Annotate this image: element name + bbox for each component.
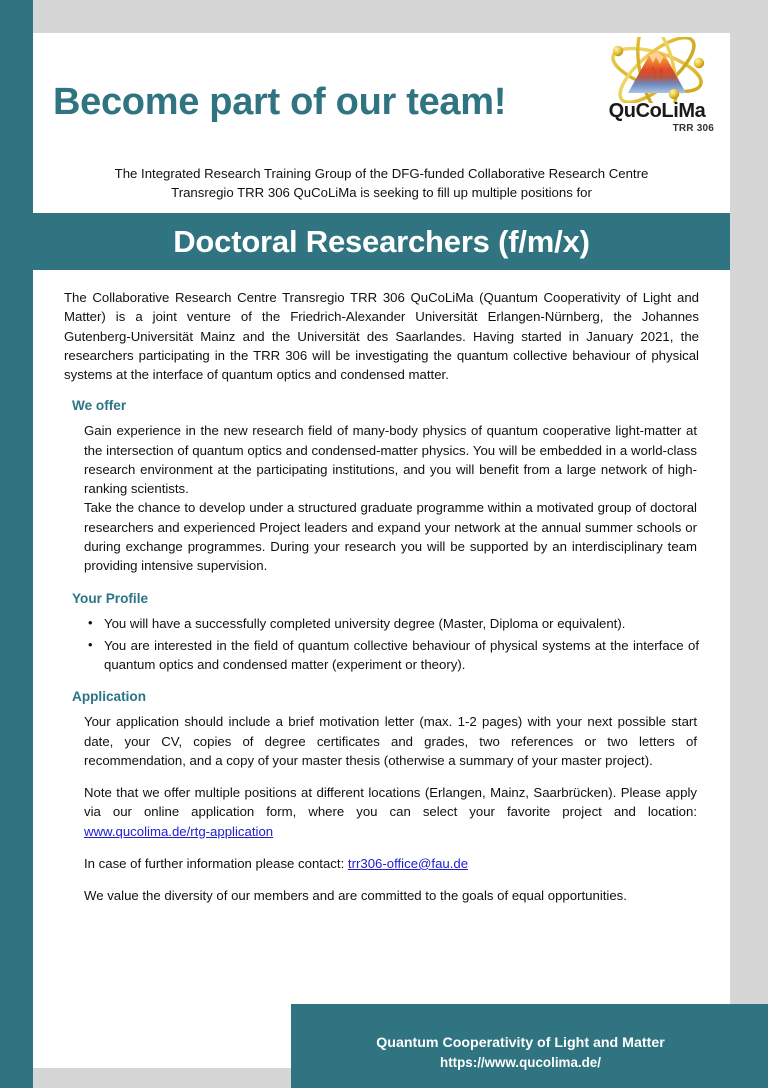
we-offer-paragraph-2: Take the chance to develop under a structured graduate programme within a motivated group of doctoral researchers and experienced Project leaders and expand your network at the annual summer schools or during exchange programmes. During your research you will be supported by an interdisciplinary team providing intensive supervision. [84,500,697,574]
intro-line-1: The Integrated Research Training Group of the DFG-funded Collaborative Research Centre [114,166,649,181]
application-paragraph-3 [84,854,697,873]
application-paragraph-2-text: Note that we offer multiple positions at different locations (Erlangen, Mainz, Saarbrücken). Please apply via our online application form, where you can select your favorite project and location: [84,785,697,820]
intro-line-2: Transregio TRR 306 QuCoLiMa is seeking to fill up multiple positions for [171,184,592,200]
section-heading-application: Application [72,689,147,705]
section-we-offer [64,398,699,575]
left-accent-band [0,0,33,1088]
section-application [64,689,699,905]
section-heading-we-offer: We offer [72,398,127,414]
logo-subtitle: TRR 306 [672,123,714,134]
section-body-we-offer [84,421,697,575]
logo-wordmark: QuCoLiMa [608,100,706,122]
header-section [33,33,730,213]
list-item: • You will have a successfully completed university degree (Master, Diploma or equivalent). [104,614,699,633]
footer-website-url[interactable]: https://www.qucolima.de/ [440,1054,601,1070]
footer-section [291,1004,768,1088]
contact-email-link[interactable]: trr306-office@fau.de [347,855,469,871]
contact-paragraph-text: In case of further information please contact: [84,855,348,871]
body-section [33,270,730,1068]
footer-project-name: Quantum Cooperativity of Light and Matter [376,1035,665,1052]
qucolima-atom-volcano-logo [604,37,710,103]
logo-block [598,37,716,134]
page-title: Become part of our team! [53,81,507,123]
job-title: Doctoral Researchers (f/m/x) [173,223,590,259]
section-your-profile [64,591,699,674]
list-item: • You are interested in the field of quantum collective behaviour of physical systems at the interface of quantum optics and condensed matter (experiment or theory). [104,636,699,675]
section-heading-your-profile: Your Profile [72,591,149,607]
profile-bullet-list [84,614,699,674]
job-title-banner [33,213,730,270]
application-paragraph-1: Your application should include a brief motivation letter (max. 1-2 pages) with your next possible start date, your CV, copies of degree certificates and grades, two references or two letters of recommendation, and a copy of your master thesis (otherwise a summary of your master project). [84,714,697,768]
application-paragraph-2 [84,783,697,841]
application-form-link[interactable]: www.qucolima.de/rtg-application [84,823,274,839]
lead-paragraph: The Collaborative Research Centre Transregio TRR 306 QuCoLiMa (Quantum Cooperativity of Light and Matter) is a joint venture of the Friedrich-Alexander Universität Erlangen-Nürnberg, the Johannes Gutenberg-Universität Mainz and the Universität des Saarlandes. Having started in January 2021, the researchers participating in the TRR 306 will be investigating the quantum collective behaviour of physical systems at the interface of quantum optics and condensed matter. [64,290,699,383]
intro-text [33,165,730,202]
equal-opportunities-paragraph: We value the diversity of our members and are committed to the goals of equal opportunities. [84,888,627,904]
section-body-application [84,712,697,905]
we-offer-paragraph-1: Gain experience in the new research field of many-body physics of quantum cooperative light-matter at the intersection of quantum optics and condensed-matter physics. You will be embedded in a world-class research environment at the participating institutions, and you will benefit from a large network of high-ranking scientists. [84,423,697,497]
